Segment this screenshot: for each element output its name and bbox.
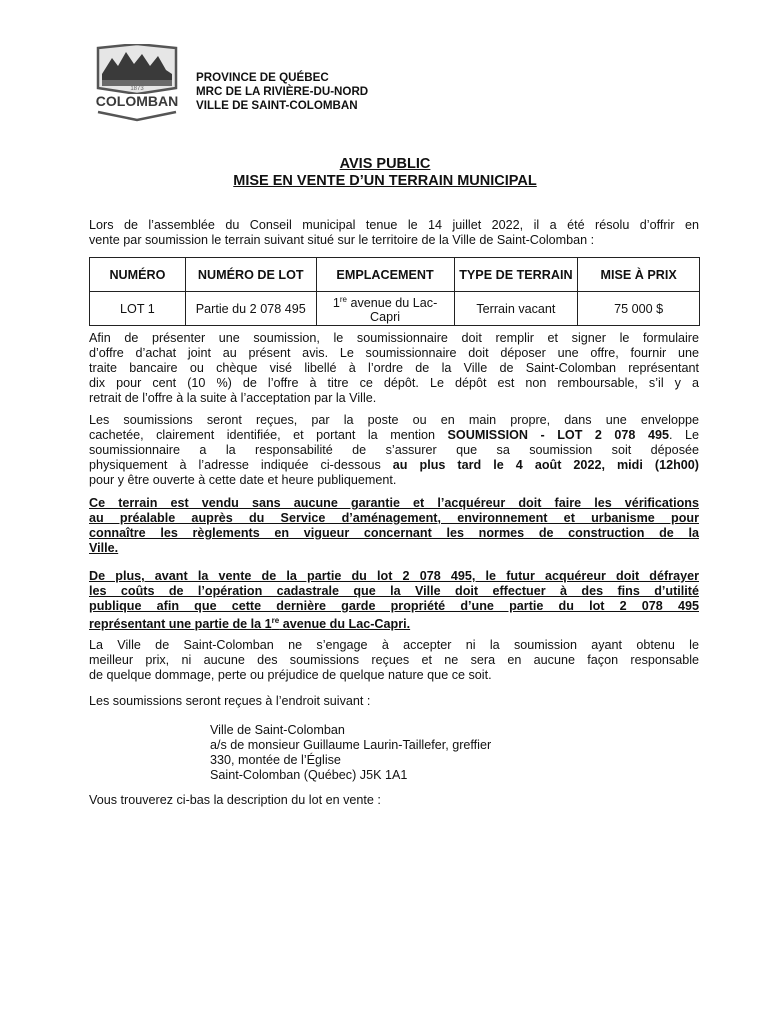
paragraph-line: au préalable auprès du Service d’aménagement, environnement et urbanisme pour <box>89 510 699 525</box>
address-line: 330, montée de l’Église <box>210 752 341 767</box>
table-row <box>90 292 700 326</box>
cell-mise-a-prix: 75 000 $ <box>578 292 700 326</box>
paragraph-line: Les soumissions seront reçues à l’endroit suivant : <box>89 694 371 708</box>
cadastral-paragraph <box>89 569 699 632</box>
paragraph-line <box>89 428 699 443</box>
paragraph-line: La Ville de Saint-Colomban ne s’engage à accepter ni la soumission ayant obtenu le <box>89 638 699 652</box>
mention-end: . Le <box>668 427 699 442</box>
paragraph-line: Les soumissions seront reçues, par la poste ou en main propre, dans une enveloppe <box>89 413 699 427</box>
address-line: Ville de Saint-Colomban <box>210 723 345 737</box>
intro-paragraph <box>89 218 699 248</box>
mention-text: cachetée, clairement identifiée, et portant la mention <box>89 427 448 442</box>
cell-numero: LOT 1 <box>90 292 186 326</box>
paragraph-line: de quelque dommage, perte ou préjudice de quelque nature que ce soit. <box>89 667 492 682</box>
paragraph-line: pour y être ouverte à cette date et heure publiquement. <box>89 472 397 487</box>
emplacement-street: avenue du Lac-Capri <box>346 296 438 325</box>
header-mise-a-prix: MISE À PRIX <box>578 258 700 292</box>
intro-line: vente par soumission le terrain suivant situé sur le territoire de la Ville de Saint-Colomban : <box>89 232 595 247</box>
address-line: a/s de monsieur Guillaume Laurin-Taillefer, greffier <box>210 737 492 752</box>
title-line-2: MISE EN VENTE D’UN TERRAIN MUNICIPAL <box>233 172 537 189</box>
title-line-1: AVIS PUBLIC <box>339 156 431 172</box>
paragraph-line: connaître les règlements en vigueur concernant les normes de construction de la <box>89 525 699 540</box>
paragraph-line: retrait de l’offre à la suite à l’acceptation par la Ville. <box>89 390 377 405</box>
address-line: Saint-Colomban (Québec) J5K 1A1 <box>210 767 408 782</box>
paragraph-line: dix pour cent (10 %) de l’offre à titre ce dépôt. Le dépôt est non remboursable, s’il y a <box>89 375 699 390</box>
location-intro <box>89 694 699 709</box>
intro-line: Lors de l’assemblée du Conseil municipal tenue le 14 juillet 2022, il a été résolu d’offrir en <box>89 218 699 232</box>
paragraph-line: Afin de présenter une soumission, le soumissionnaire doit remplir et signer le formulaire <box>89 331 699 345</box>
svg-text:COLOMBAN: COLOMBAN <box>95 93 179 109</box>
closing-paragraph <box>89 793 699 808</box>
submission-paragraph <box>89 413 699 488</box>
svg-text:1873: 1873 <box>130 86 144 92</box>
paragraph-line: soumissionnaire a la responsabilité de s’assurer que sa soumission soit déposée <box>89 442 699 457</box>
paragraph-line <box>89 614 699 632</box>
paragraph-line: Ville. <box>89 540 119 555</box>
ville-line: VILLE DE SAINT-COLOMBAN <box>196 99 358 112</box>
paragraph-line <box>89 458 699 473</box>
cell-emplacement <box>316 292 454 326</box>
paragraph-line: publique afin que cette dernière garde propriété d’une partie du lot 2 078 495 <box>89 598 699 613</box>
saint-colomban-logo <box>88 44 186 122</box>
header-numero-lot: NUMÉRO DE LOT <box>185 258 316 292</box>
warranty-paragraph <box>89 496 699 556</box>
notice-title <box>0 156 770 189</box>
mailing-address <box>210 723 491 783</box>
cadastral-text: représentant une partie de la 1 <box>89 616 272 631</box>
paragraph-line: d’offre d’achat joint au présent avis. Le soumissionnaire doit déposer une offre, fournir une <box>89 345 699 360</box>
cadastral-street: avenue du Lac-Capri. <box>279 616 411 631</box>
cell-type-terrain: Terrain vacant <box>454 292 578 326</box>
paragraph-line: Vous trouverez ci-bas la description du lot en vente : <box>89 793 381 807</box>
paragraph-line: Ce terrain est vendu sans aucune garantie et l’acquéreur doit faire les vérifications <box>89 496 699 510</box>
header-numero: NUMÉRO <box>90 258 186 292</box>
header-type-terrain: TYPE DE TERRAIN <box>454 258 578 292</box>
disclaimer-paragraph <box>89 638 699 683</box>
cadastral-ordinal: re <box>271 615 280 625</box>
lot-table <box>89 257 700 326</box>
table-header-row <box>90 258 700 292</box>
emplacement-number: 1 <box>332 296 340 311</box>
offer-paragraph <box>89 331 699 406</box>
province-header <box>196 71 368 113</box>
mrc-line: MRC DE LA RIVIÈRE-DU-NORD <box>196 85 369 98</box>
paragraph-line: De plus, avant la vente de la partie du lot 2 078 495, le futur acquéreur doit défrayer <box>89 569 699 583</box>
paragraph-line: meilleur prix, ni aucune des soumissions reçues et ne sera en aucune façon responsable <box>89 652 699 667</box>
header-emplacement: EMPLACEMENT <box>316 258 454 292</box>
soumission-lot-mention: SOUMISSION - LOT 2 078 495 <box>447 427 669 442</box>
deadline-date: au plus tard le 4 août 2022, midi (12h00) <box>392 457 699 472</box>
deadline-intro: physiquement à l’adresse indiquée ci-dessous <box>89 457 393 472</box>
paragraph-line: traite bancaire ou chèque visé libellé à l’ordre de la Ville de Saint-Colomban représentant <box>89 360 699 375</box>
emplacement-ordinal: re <box>339 295 347 304</box>
province-line: PROVINCE DE QUÉBEC <box>196 71 329 84</box>
cell-numero-lot: Partie du 2 078 495 <box>185 292 316 326</box>
paragraph-line: les coûts de l’opération cadastrale que la Ville doit effectuer à des fins d’utilité <box>89 583 699 598</box>
